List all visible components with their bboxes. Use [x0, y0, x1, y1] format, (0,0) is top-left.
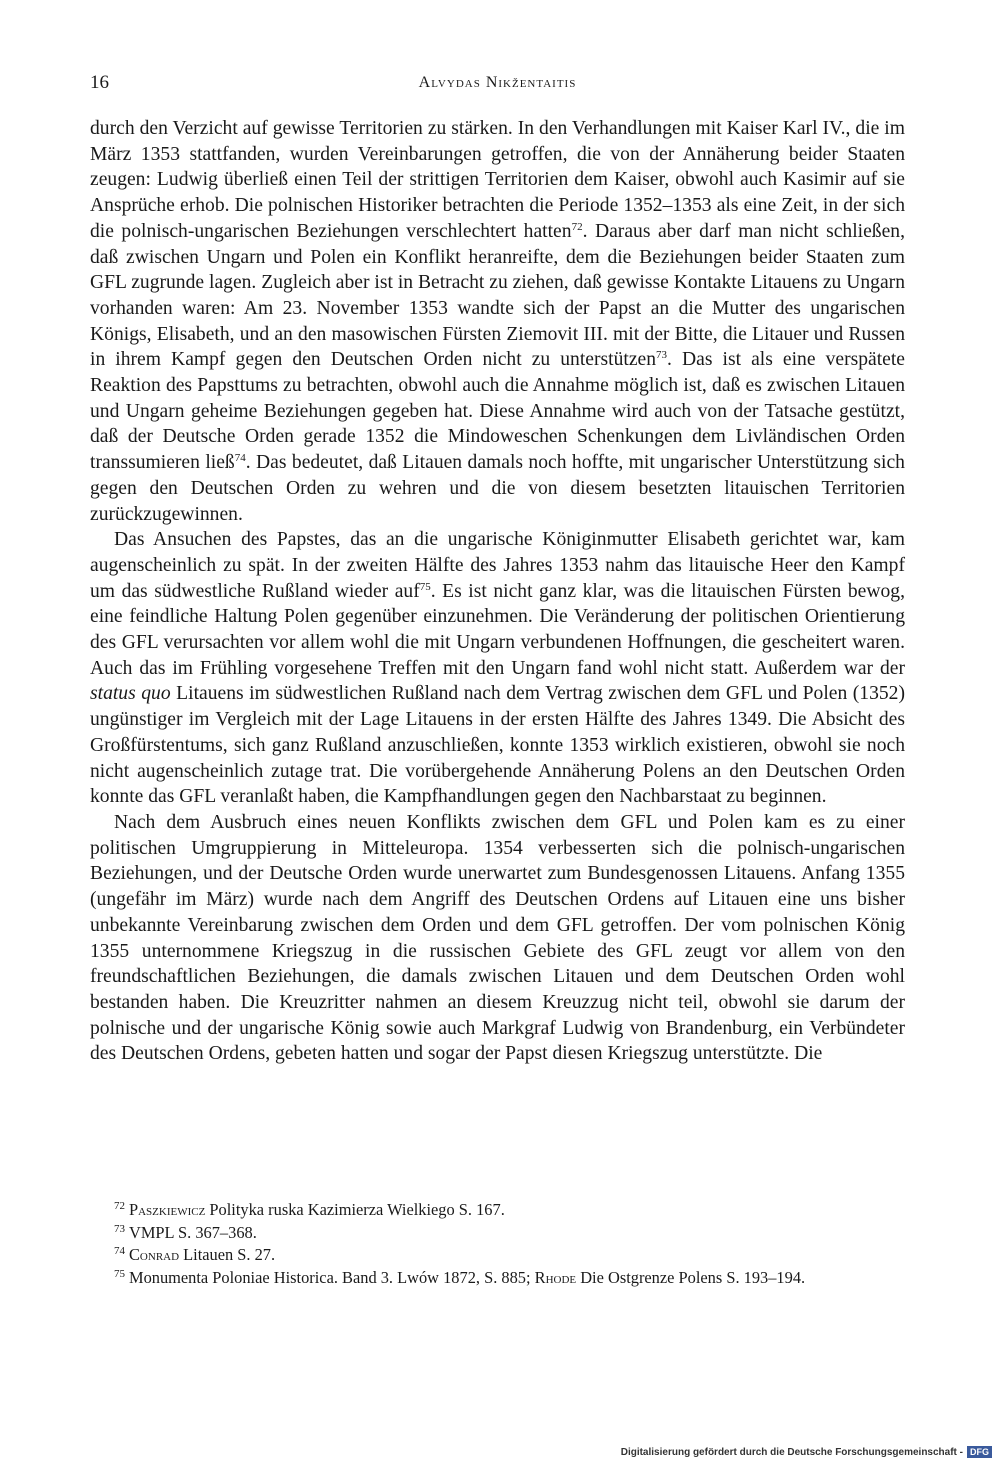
footnote-ref-74[interactable]: 74 [234, 452, 246, 465]
footnote-ref-75[interactable]: 75 [419, 580, 431, 593]
page-number: 16 [90, 72, 109, 93]
footnote-ref-73[interactable]: 73 [656, 349, 668, 362]
paragraph-1: durch den Verzicht auf gewisse Territorien zu stärken. In den Verhandlungen mit Kaiser Karl IV., die im März 1353 stattfanden, wurden Vereinbarungen getroffen, die von der Annäherung beider Staaten zeugen: Ludwig überließ einen Teil der strittigen Territorien dem Kaiser, obwohl auch Kasimir auf sie Ansprüche erhob. Die polnischen Historiker betrachten die Periode 1352–1353 als eine Zeit, in der sich die polnisch-ungarischen Beziehungen verschlechtert hatten$^{72}$. Daraus aber darf man nicht schließen, daß zwischen Ungarn und Polen ein Konflikt heranreifte, dem die Beziehungen beider Staaten zum GFL zugrunde lagen. Zugleich aber ist in Betracht zu ziehen, daß gewisse Kontakte Litauens zu Ungarn vorhanden waren: Am 23. November 1353 wandte sich der Papst an die Mutter des ungarischen Königs, Elisabeth, und an den masowischen Fürsten Ziemovit III. mit der Bitte, die Litauer und Russen in ihrem Kampf gegen den Deutschen Orden nicht zu unterstützen$^{73}$. Das ist als eine verspätete Reaktion des Papsttums zu betrachten, obwohl auch die Annahme möglich ist, daß es zwischen Litauen und Ungarn geheime Beziehungen gegeben hat. Diese Annahme wird auch von der Tatsache gestützt, daß der Deutsche Orden gerade 1352 die Mindoweschen Schenkungen dem Livländischen Orden transsumieren ließ$^{74}$. Das bedeutet, daß Litauen damals noch hoffte, mit ungarischer Unterstützung sich gegen den Deutschen Orden zu wehren und die von diesem besetzten litauischen Territorien zurückzugewinnen. [90, 118, 905, 525]
footnote-ref-72[interactable]: 72 [571, 220, 583, 233]
italic-term: status quo [90, 683, 171, 705]
dfg-credit-text: Digitalisierung gefördert durch die Deutsche Forschungsgemeinschaft - [620, 1446, 963, 1458]
footnote-73: $^{73}$ VMPL S. 367–368. [114, 1222, 257, 1242]
footnote-72: $^{72}$ Paszkiewicz Polityka ruska Kazimierza Wielkiego S. 167. [114, 1200, 505, 1219]
page-header [90, 72, 905, 96]
footnotes [90, 1197, 905, 1288]
paragraph-3: Nach dem Ausbruch eines neuen Konflikts zwischen dem GFL und Polen kam es zu einer politischen Umgruppierung in Mitteleuropa. 1354 verbesserten sich die polnisch-ungarischen Beziehungen, und der Deutsche Orden wurde unerwartet zum Bundesgenossen Litauens. Anfang 1355 (ungefähr im März) wurde nach dem Angriff des Deutschen Ordens auf Litauen eine uns bisher unbekannte Vereinbarung zwischen dem Orden und dem GFL getroffen. Der vom polnischen König 1355 unternommene Kriegszug in die russischen Gebiete des GFL zeugt vor allem von den freundschaftlichen Beziehungen, die damals zwischen Litauen und dem Deutschen Orden wohl bestanden haben. Die Kreuzritter nahmen an diesem Kreuzzug nicht teil, obwohl sie darum der polnische und der ungarische König sowie auch Markgraf Ludwig von Brandenburg, ein Verbündeter des Deutschen Ordens, gebeten hatten und sogar der Papst diesen Kriegszug unterstützte. Die [90, 811, 905, 1065]
footnote-74: $^{74}$ Conrad Litauen S. 27. [114, 1245, 276, 1265]
footnote-75: $^{75}$ Monumenta Poloniae Historica. Band 3. Lwów 1872, S. 885; Rhode Die Ostgrenze Polens S. 193–194. [114, 1268, 806, 1288]
body-text [90, 116, 905, 1067]
running-title: Alvydas Nikžentaitis [418, 74, 577, 91]
paragraph-2: Das Ansuchen des Papstes, das an die ungarische Königinmutter Elisabeth gerichtet war, kam augenscheinlich zu spät. In der zweiten Hälfte des Jahres 1353 nahm das litauische Heer den Kampf um das südwestliche Rußland wieder auf$^{75}$. Es ist nicht ganz klar, was die litauischen Fürsten bewog, eine feindliche Haltung Polen gegenüber einzunehmen. Die Veränderung der politischen Orientierung des GFL verursachten vor allem wohl die mit Ungarn verbundenen Hoffnungen, die gescheitert waren. Auch das im Frühling vorgesehene Treffen mit den Ungarn fand wohl nicht statt. Außerdem war der status quo Litauens im südwestlichen Rußland nach dem Vertrag zwischen dem GFL und Polen (1352) ungünstiger im Vergleich mit der Lage Litauens in der ersten Hälfte des Jahres 1349. Die Absicht des Großfürstentums, sich ganz Rußland anzuschließen, konnte 1353 wirklich existieren, obwohl sie noch nicht augenscheinlich zutage trat. Die vorübergehende Annäherung Polens an den Deutschen Orden konnte das GFL veranlaßt haben, die Kampfhandlungen gegen den Nachbarstaat zu beginnen. [90, 529, 905, 808]
dfg-logo-icon: DFG [967, 1446, 992, 1458]
dfg-credit [621, 1446, 992, 1458]
